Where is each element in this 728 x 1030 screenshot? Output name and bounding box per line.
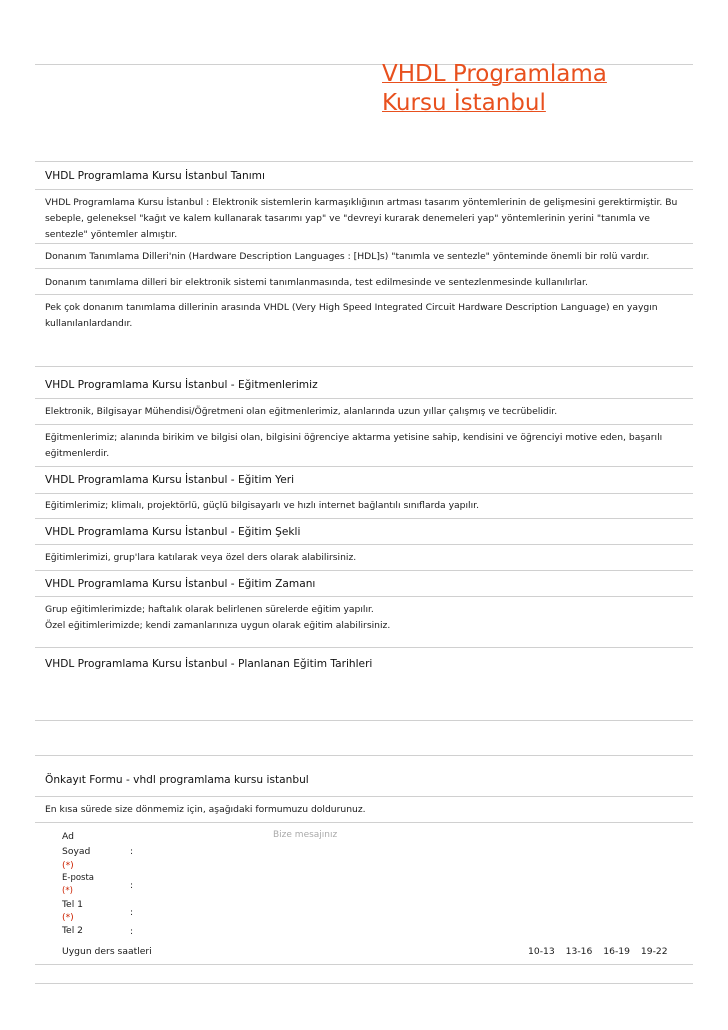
eposta-label: E-posta: [62, 873, 95, 883]
divider: [35, 544, 693, 545]
divider: [35, 596, 693, 597]
tel2-colon: :: [130, 926, 134, 937]
divider: [35, 983, 693, 984]
divider: [35, 398, 693, 399]
section-heading-sekil: VHDL Programlama Kursu İstanbul - Eğitim Şekli: [45, 526, 301, 538]
divider: [35, 822, 693, 823]
divider: [35, 243, 693, 244]
time-option[interactable]: 19-22: [640, 946, 668, 957]
paragraph-line: Eğitmenlerimiz; alanında birikim ve bilgisi olan, bilgisini öğrenciye aktarma yetisine sahip, kendisini ve öğrenciyi motive eden, başarılı: [45, 432, 663, 443]
paragraph: Eğitimlerimiz; klimalı, projektörlü, güçlü bilgisayarlı ve hızlı internet bağlantılı sınıflarda yapılır.: [45, 500, 479, 511]
page-title-line-2: Kursu İstanbul: [382, 90, 546, 116]
paragraph: Eğitimlerimizi, grup'lara katılarak veya özel ders olarak alabilirsiniz.: [45, 552, 357, 563]
paragraph: Donanım tanımlama dilleri bir elektronik sistemi tanımlanmasında, test edilmesinde ve sentezlenmesinde kullanılırlar.: [45, 277, 588, 288]
paragraph-line: VHDL Programlama Kursu İstanbul : Elektronik sistemlerin karmaşıklığının artması tasarım yöntemlerinin de gelişmesini gerektirmiştir. Bu: [45, 197, 678, 208]
paragraph: [45, 430, 695, 462]
divider: [35, 796, 693, 797]
divider: [35, 755, 693, 756]
required-mark: (*): [62, 860, 74, 871]
paragraph-line: Özel eğitimlerimizde; kendi zamanlarınıza uygun olarak eğitim alabilirsiniz.: [45, 620, 391, 631]
required-mark: (*): [62, 912, 74, 923]
paragraph: Elektronik, Bilgisayar Mühendisi/Öğretmeni olan eğitmenlerimiz, alanlarında uzun yıllar çalışmış ve tecrübelidir.: [45, 406, 558, 417]
soyad-label: Soyad: [62, 846, 91, 857]
paragraph: [45, 195, 695, 243]
paragraph-line: sentezle" yöntemler almıştır.: [45, 229, 178, 240]
divider: [35, 647, 693, 648]
section-heading-tanim: VHDL Programlama Kursu İstanbul Tanımı: [45, 170, 265, 182]
message-input[interactable]: Bize mesajınız: [273, 830, 338, 840]
times-label: Uygun ders saatleri: [62, 946, 152, 957]
soyad-colon: :: [130, 846, 134, 857]
paragraph: Donanım Tanımlama Dilleri'nin (Hardware Description Languages : [HDL]s) "tanımla ve sentezle" yönteminde önemli bir rolü vardır.: [45, 251, 650, 262]
section-heading-tarih: VHDL Programlama Kursu İstanbul - Planlanan Eğitim Tarihleri: [45, 658, 373, 670]
paragraph-line: eğitmenlerdir.: [45, 448, 110, 459]
form-heading: Önkayıt Formu - vhdl programlama kursu istanbul: [45, 774, 309, 786]
section-heading-egitmen: VHDL Programlama Kursu İstanbul - Eğitmenlerimiz: [45, 379, 318, 391]
divider: [35, 720, 693, 721]
section-heading-yer: VHDL Programlama Kursu İstanbul - Eğitim Yeri: [45, 474, 295, 486]
divider: [35, 493, 693, 494]
divider: [35, 964, 693, 965]
required-mark: (*): [62, 886, 73, 896]
paragraph: [45, 602, 695, 634]
divider: [35, 268, 693, 269]
divider: [35, 189, 693, 190]
divider: [35, 518, 693, 519]
time-option[interactable]: 13-16: [565, 946, 593, 957]
divider: [35, 161, 693, 162]
tel2-label: Tel 2: [62, 925, 84, 936]
divider: [35, 570, 693, 571]
tel1-label: Tel 1: [62, 899, 84, 910]
tel1-colon: :: [130, 907, 134, 918]
form-intro: En kısa sürede size dönmemiz için, aşağıdaki formumuzu doldurunuz.: [45, 804, 366, 815]
divider: [35, 466, 693, 467]
times-options: [528, 946, 676, 957]
page-title-line-1: VHDL Programlama: [382, 61, 607, 87]
eposta-colon: :: [130, 880, 134, 891]
divider: [35, 366, 693, 367]
ad-label: Ad: [62, 831, 74, 842]
paragraph-line: kullanılanlardandır.: [45, 318, 133, 329]
time-option[interactable]: 16-19: [603, 946, 630, 957]
divider: [35, 294, 693, 295]
divider: [35, 424, 693, 425]
time-option[interactable]: 10-13: [528, 946, 555, 957]
paragraph: [45, 300, 695, 332]
paragraph-line: sebeple, geleneksel "kağıt ve kalem kullanarak tasarımı yap" ve "devreyi kurarak denemeleri yap" yöntemlerinin yerini "tanımla ve: [45, 213, 650, 224]
paragraph-line: Grup eğitimlerimizde; haftalık olarak belirlenen sürelerde eğitim yapılır.: [45, 604, 374, 615]
page-title: [382, 60, 682, 118]
paragraph-line: Pek çok donanım tanımlama dillerinin arasında VHDL (Very High Speed Integrated Circuit Hardware Description Language) en yaygın: [45, 302, 658, 313]
section-heading-zaman: VHDL Programlama Kursu İstanbul - Eğitim Zamanı: [45, 578, 316, 590]
